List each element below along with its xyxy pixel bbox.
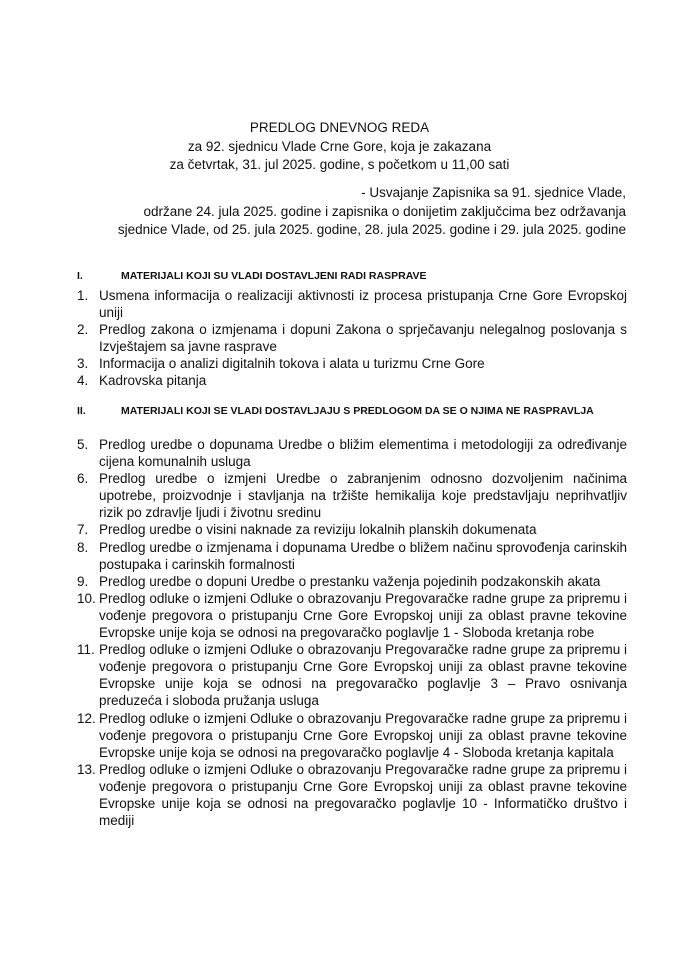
agenda-item xyxy=(77,436,627,470)
agenda-item-number: 8. xyxy=(77,539,89,555)
section-1-numeral: I. xyxy=(77,270,83,282)
agenda-item-text: Predlog uredbe o izmjeni Uredbe o zabranjenim odnosno dozvoljenim načinima upotrebe, proizvodnje i stavljanja na tržište hemikalija koje predstavljaju neprihvatljiv rizik po zdravlje ljudi i životnu sredinu xyxy=(99,471,627,521)
agenda-item-number: 1. xyxy=(77,288,89,303)
agenda-item xyxy=(77,573,627,590)
agenda-item-number: 4. xyxy=(77,373,89,389)
section-2-numeral: II. xyxy=(77,405,86,417)
agenda-item-text: Predlog uredbe o dopuni Uredbe o prestanku važenja pojedinih podzakonskih akata xyxy=(99,573,601,589)
agenda-item-text: Predlog uredbe o visini naknade za reviziju lokalnih planskih dokumenata xyxy=(99,522,537,538)
agenda-item xyxy=(77,372,627,389)
section-1-list xyxy=(77,287,627,390)
agenda-item-number: 7. xyxy=(77,522,89,538)
agenda-item-text: Predlog odluke o izmjeni Odluke o obrazovanju Pregovaračke radne grupe za pripremu i vođenje pregovora o pristupanju Crne Gore Evropskoj uniji za oblast pravne tekovine Evropske unije koja se odnosi na pregovaračko poglavlje 1 - Sloboda kretanja robe xyxy=(99,590,627,641)
minutes-line2: održane 24. jula 2025. godine i zapisnika o donijetim zaključcima bez održavanja xyxy=(143,204,626,219)
agenda-item xyxy=(77,590,627,641)
section-2-title: MATERIJALI KOJI SE VLADI DOSTAVLJAJU S PREDLOGOM DA SE O NJIMA NE RASPRAVLJA xyxy=(121,405,594,417)
section-2-heading xyxy=(77,403,627,420)
agenda-item-number: 12. xyxy=(77,710,96,726)
agenda-item xyxy=(77,761,627,829)
agenda-item-text: Predlog uredbe o izmjenama i dopunama Uredbe o bližem načinu sprovođenja carinskih postupaka i carinskih formalnosti xyxy=(99,539,627,572)
section-1-title: MATERIJALI KOJI SU VLADI DOSTAVLJENI RADI RASPRAVE xyxy=(121,270,427,282)
agenda-item xyxy=(77,710,627,761)
agenda-item xyxy=(77,321,627,355)
session-info-line2: za četvrtak, 31. jul 2025. godine, s početkom u 11,00 sati xyxy=(169,157,510,172)
agenda-item xyxy=(77,521,627,538)
agenda-item-number: 9. xyxy=(77,573,89,589)
agenda-item-number: 3. xyxy=(77,356,89,372)
agenda-item xyxy=(77,641,627,709)
agenda-item xyxy=(77,539,627,573)
agenda-item-number: 5. xyxy=(77,437,89,452)
agenda-item-number: 2. xyxy=(77,322,89,338)
agenda-item-text: Predlog odluke o izmjeni Odluke o obrazovanju Pregovaračke radne grupe za pripremu i vođenje pregovora o pristupanju Crne Gore Evropskoj uniji za oblast pravne tekovine Evropske unije koja se odnosi na pregovaračko poglavlje 3 – Pravo osnivanja preduzeća i sloboda pružanja usluga xyxy=(99,642,627,709)
agenda-item xyxy=(77,470,627,521)
agenda-item-text: Predlog zakona o izmjenama i dopuni Zakona o sprječavanju nelegalnog poslovanja s Izvještajem sa javne rasprave xyxy=(99,322,627,355)
agenda-item-text: Predlog odluke o izmjeni Odluke o obrazovanju Pregovaračke radne grupe za pripremu i vođenje pregovora o pristupanju Crne Gore Evropskoj uniji za oblast pravne tekovine Evropske unije koja se odnosi na pregovaračko poglavlje 10 - Informatičko društvo i mediji xyxy=(99,761,627,829)
agenda-item xyxy=(77,287,627,321)
agenda-item xyxy=(77,355,627,372)
section-1-heading xyxy=(77,268,627,285)
agenda-item-text: Informacija o analizi digitalnih tokova i alata u turizmu Crne Gore xyxy=(99,356,485,372)
agenda-item-text: Usmena informacija o realizaciji aktivnosti iz procesa pristupanja Crne Gore Evropskoj uniji xyxy=(99,288,627,321)
minutes-line3: sjednice Vlade, od 25. jula 2025. godine, 28. jula 2025. godine i 29. jula 2025. godine xyxy=(117,222,626,237)
document-title: PREDLOG DNEVNOG REDA xyxy=(249,120,430,135)
agenda-item-text: Kadrovska pitanja xyxy=(99,373,207,389)
agenda-item-number: 6. xyxy=(77,471,89,487)
agenda-item-text: Predlog odluke o izmjeni Odluke o obrazovanju Pregovaračke radne grupe za pripremu i vođenje pregovora o pristupanju Crne Gore Evropskoj uniji za oblast pravne tekovine Evropske unije koja se odnosi na pregovaračko poglavlje 4 - Sloboda kretanja kapitala xyxy=(99,710,627,760)
section-2-list xyxy=(77,436,627,829)
agenda-item-number: 11. xyxy=(77,642,95,658)
session-info-line1: za 92. sjednicu Vlade Crne Gore, koja je zakazana xyxy=(187,139,492,154)
agenda-item-text: Predlog uredbe o dopunama Uredbe o bližim elementima i metodologiji za određivanje cijena komunalnih usluga xyxy=(99,437,627,470)
minutes-line1: - Usvajanje Zapisnika sa 91. sjednice Vlade, xyxy=(361,185,626,200)
agenda-item-number: 10. xyxy=(77,590,96,606)
agenda-item-number: 13. xyxy=(77,761,96,777)
